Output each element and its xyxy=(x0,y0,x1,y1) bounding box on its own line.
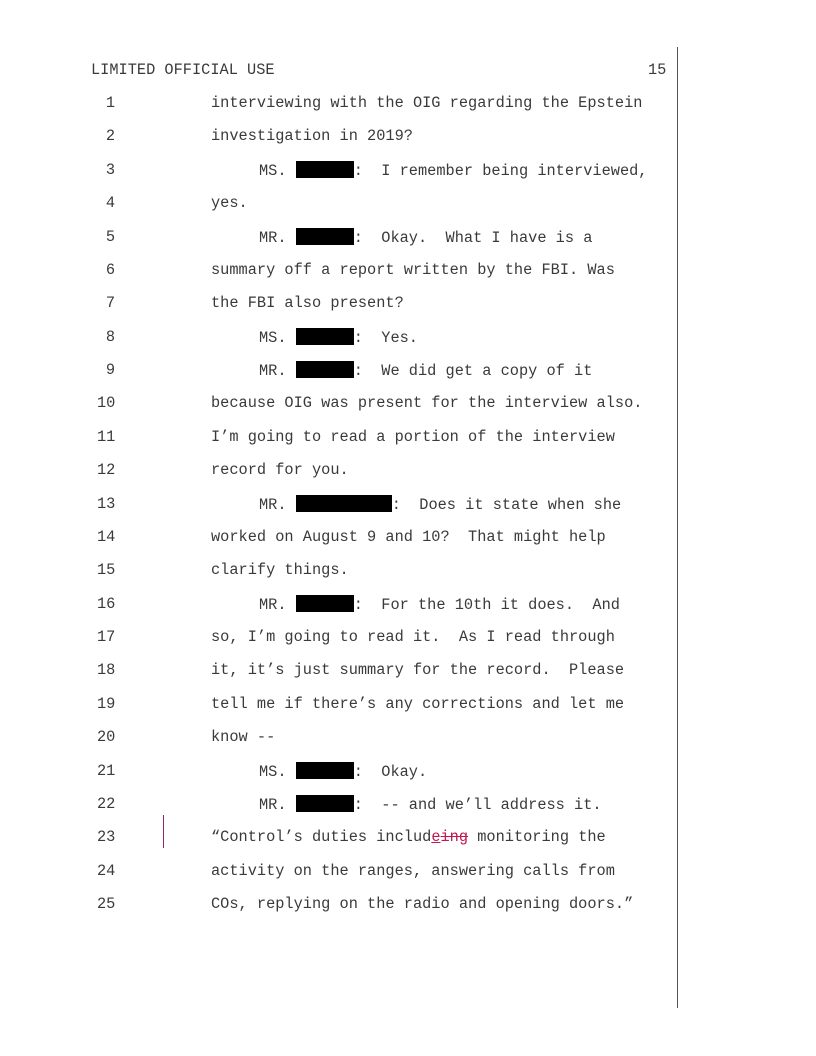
line-text: record for you. xyxy=(211,461,349,479)
line-number: 22 xyxy=(97,795,116,813)
line-text: clarify things. xyxy=(211,561,349,579)
line-number: 25 xyxy=(97,895,116,913)
redaction-box xyxy=(296,762,354,779)
text-segment: “Control’s duties includ xyxy=(211,828,432,846)
transcript-line xyxy=(0,895,816,915)
spoken-text: : Okay. What I have is a xyxy=(353,229,593,247)
speaker-label: MR. xyxy=(259,496,287,514)
redaction-box xyxy=(296,795,354,812)
redaction-box xyxy=(296,161,354,178)
transcript-line xyxy=(0,361,816,381)
line-number: 16 xyxy=(97,595,116,613)
line-number: 14 xyxy=(97,528,116,546)
transcript-line xyxy=(0,194,816,214)
line-number: 13 xyxy=(97,495,116,513)
line-number: 3 xyxy=(105,161,115,179)
line-number: 18 xyxy=(97,661,116,679)
transcript-line xyxy=(0,328,816,348)
transcript-line xyxy=(0,228,816,248)
speaker-label: MS. xyxy=(259,162,287,180)
spoken-text: : I remember being interviewed, xyxy=(353,162,648,180)
line-number: 1 xyxy=(105,94,115,112)
deleted-text: ing xyxy=(440,828,469,846)
line-text: COs, replying on the radio and opening doors.” xyxy=(211,895,634,913)
speaker-label: MR. xyxy=(259,596,287,614)
speaker-label: MR. xyxy=(259,796,287,814)
line-number: 12 xyxy=(97,461,116,479)
transcript-line xyxy=(0,261,816,281)
transcript-line xyxy=(0,762,816,782)
transcript-line xyxy=(0,161,816,181)
speaker-label: MR. xyxy=(259,362,287,380)
transcript-line xyxy=(0,661,816,681)
line-text xyxy=(259,762,427,781)
transcript-line xyxy=(0,628,816,648)
line-number: 20 xyxy=(97,728,116,746)
line-text xyxy=(259,228,592,247)
transcript-line xyxy=(0,294,816,314)
line-number: 19 xyxy=(97,695,116,713)
line-text: yes. xyxy=(211,194,248,212)
speaker-label: MR. xyxy=(259,229,287,247)
transcript-line xyxy=(0,428,816,448)
line-text: know -- xyxy=(211,728,276,746)
line-number: 4 xyxy=(105,194,115,212)
line-number: 21 xyxy=(97,762,116,780)
transcript-line xyxy=(0,394,816,414)
line-text xyxy=(259,795,602,814)
redaction-box xyxy=(296,228,354,245)
line-text xyxy=(259,328,418,347)
line-text: worked on August 9 and 10? That might help xyxy=(211,528,606,546)
redaction-box xyxy=(296,595,354,612)
transcript-line xyxy=(0,461,816,481)
text-segment: monitoring the xyxy=(468,828,606,846)
line-number: 5 xyxy=(105,228,115,246)
redaction-box xyxy=(296,495,392,512)
spoken-text: : Does it state when she xyxy=(391,496,622,514)
line-text: the FBI also present? xyxy=(211,294,404,312)
spoken-text: : For the 10th it does. And xyxy=(353,596,620,614)
line-text: tell me if there’s any corrections and let me xyxy=(211,695,625,713)
line-text: summary off a report written by the FBI. Was xyxy=(211,261,615,279)
page-number: 15 xyxy=(648,61,667,79)
transcript-line xyxy=(0,528,816,548)
line-number: 6 xyxy=(105,261,115,279)
spoken-text: : Yes. xyxy=(353,329,418,347)
line-text: investigation in 2019? xyxy=(211,127,413,145)
redaction-box xyxy=(296,361,354,378)
spoken-text: : Okay. xyxy=(353,763,428,781)
line-number: 2 xyxy=(105,127,115,145)
line-text xyxy=(211,828,606,846)
spoken-text: : We did get a copy of it xyxy=(353,362,593,380)
line-number: 23 xyxy=(97,828,116,846)
transcript-line xyxy=(0,94,816,114)
line-number: 7 xyxy=(105,294,115,312)
transcript-line xyxy=(0,728,816,748)
line-number: 24 xyxy=(97,862,116,880)
transcript-line xyxy=(0,495,816,515)
redaction-box xyxy=(296,328,354,345)
line-text: interviewing with the OIG regarding the Epstein xyxy=(211,94,643,112)
line-text: activity on the ranges, answering calls from xyxy=(211,862,615,880)
inserted-text: e xyxy=(431,828,441,846)
transcript-line xyxy=(0,561,816,581)
line-text: it, it’s just summary for the record. Please xyxy=(211,661,625,679)
classification-marking: LIMITED OFFICIAL USE xyxy=(91,61,275,79)
line-text xyxy=(259,595,620,614)
line-number: 10 xyxy=(97,394,116,412)
line-text xyxy=(259,161,647,180)
transcript-line xyxy=(0,595,816,615)
line-text: I’m going to read a portion of the interview xyxy=(211,428,615,446)
line-number: 11 xyxy=(97,428,116,446)
line-number: 8 xyxy=(105,328,115,346)
transcript-line xyxy=(0,795,816,815)
transcript-line xyxy=(0,695,816,715)
line-number: 17 xyxy=(97,628,116,646)
line-text: so, I’m going to read it. As I read through xyxy=(211,628,615,646)
transcript-line xyxy=(0,828,816,848)
line-number: 9 xyxy=(105,361,115,379)
speaker-label: MS. xyxy=(259,329,287,347)
line-text xyxy=(259,495,621,514)
spoken-text: : -- and we’ll address it. xyxy=(353,796,602,814)
transcript-line xyxy=(0,127,816,147)
speaker-label: MS. xyxy=(259,763,287,781)
line-number: 15 xyxy=(97,561,116,579)
transcript-line xyxy=(0,862,816,882)
line-text: because OIG was present for the interview also. xyxy=(211,394,643,412)
line-text xyxy=(259,361,592,380)
